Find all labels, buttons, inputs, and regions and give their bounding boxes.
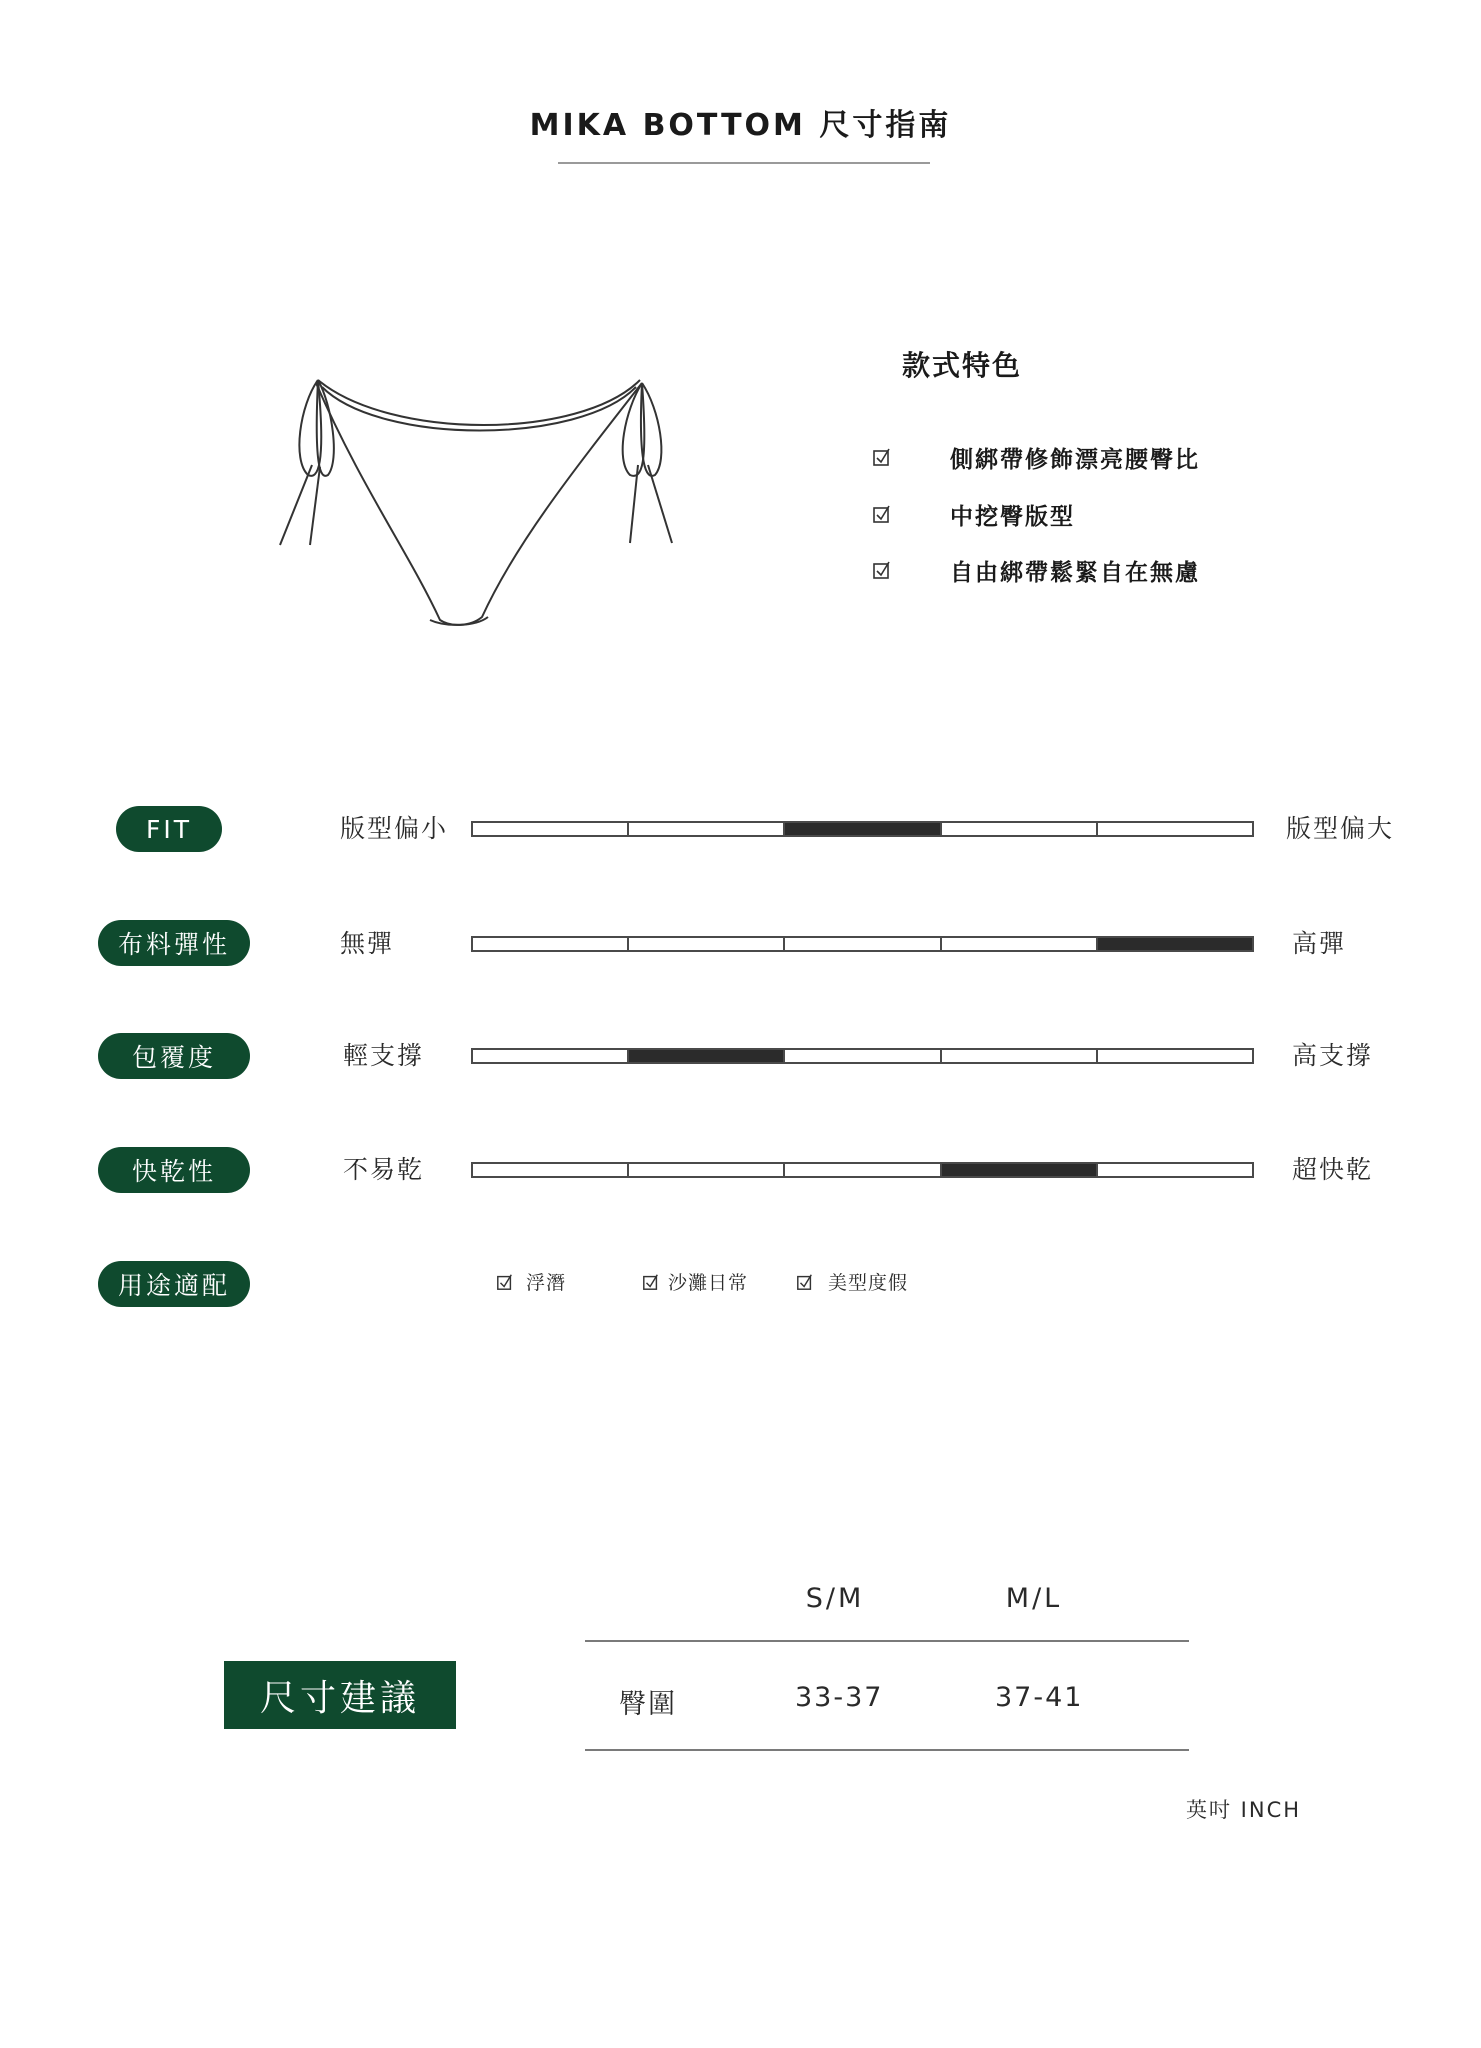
title-divider (558, 162, 930, 164)
checkbox-checked-icon (796, 1273, 814, 1291)
scale-segment (629, 823, 785, 835)
rating-scale-fit (471, 821, 1254, 837)
checkbox-checked-icon (496, 1273, 514, 1291)
size-column-header: M/L (1005, 1583, 1063, 1614)
scale-segment (942, 1050, 1098, 1062)
rating-min-label: 版型偏小 (340, 814, 449, 843)
rating-scale-quick-dry (471, 1162, 1254, 1178)
scale-segment (473, 1050, 629, 1062)
scale-segment (1098, 1050, 1252, 1062)
scale-segment (942, 823, 1098, 835)
feature-item (872, 440, 1200, 474)
checkbox-checked-icon (872, 447, 892, 467)
scale-segment (629, 1050, 785, 1062)
scale-segment (1098, 1164, 1252, 1176)
usage-item (496, 1268, 566, 1295)
scale-segment (1098, 938, 1252, 950)
size-recommendation-badge: 尺寸建議 (224, 1661, 456, 1729)
features-heading: 款式特色 (902, 349, 1023, 382)
scale-segment (785, 938, 941, 950)
feature-item (872, 553, 1200, 587)
rating-badge-fit: FIT (116, 806, 222, 852)
rating-scale-coverage (471, 1048, 1254, 1064)
table-bottom-rule (585, 1749, 1189, 1751)
rating-min-label: 輕支撐 (343, 1041, 425, 1070)
feature-label: 自由綁帶鬆緊自在無慮 (950, 559, 1200, 586)
scale-segment (942, 938, 1098, 950)
bikini-bottom-illustration (270, 365, 710, 645)
measurement-value: 37-41 (995, 1682, 1084, 1713)
feature-label: 中挖臀版型 (950, 503, 1075, 530)
scale-segment (785, 823, 941, 835)
checkbox-checked-icon (872, 504, 892, 524)
scale-segment (785, 1164, 941, 1176)
checkbox-checked-icon (872, 560, 892, 580)
scale-segment (1098, 823, 1252, 835)
rating-max-label: 高彈 (1292, 929, 1347, 958)
scale-segment (473, 1164, 629, 1176)
rating-badge-elasticity: 布料彈性 (98, 920, 250, 966)
usage-item (796, 1268, 908, 1295)
rating-badge-quick-dry: 快乾性 (98, 1147, 250, 1193)
rating-badge-coverage: 包覆度 (98, 1033, 250, 1079)
measurement-value: 33-37 (795, 1682, 884, 1713)
measurement-name: 臀圍 (619, 1689, 677, 1720)
scale-segment (785, 1050, 941, 1062)
scale-segment (473, 938, 629, 950)
rating-min-label: 無彈 (340, 929, 395, 958)
feature-item (872, 497, 1075, 531)
rating-max-label: 高支撐 (1292, 1041, 1374, 1070)
usage-label: 浮潛 (526, 1272, 567, 1294)
scale-segment (473, 823, 629, 835)
rating-max-label: 超快乾 (1292, 1155, 1374, 1184)
unit-label: 英吋 INCH (1186, 1798, 1302, 1822)
table-top-rule (585, 1640, 1189, 1642)
rating-min-label: 不易乾 (343, 1155, 425, 1184)
checkbox-checked-icon (642, 1273, 660, 1291)
usage-label: 沙灘日常 (668, 1272, 749, 1294)
page-title: MIKA BOTTOM 尺寸指南 (529, 108, 952, 143)
scale-segment (629, 1164, 785, 1176)
size-column-header: S/M (805, 1583, 865, 1614)
usage-label: 美型度假 (828, 1272, 909, 1294)
rating-scale-elasticity (471, 936, 1254, 952)
scale-segment (629, 938, 785, 950)
scale-segment (942, 1164, 1098, 1176)
usage-item (642, 1268, 748, 1295)
usage-badge: 用途適配 (98, 1261, 250, 1307)
feature-label: 側綁帶修飾漂亮腰臀比 (950, 446, 1200, 473)
rating-max-label: 版型偏大 (1286, 814, 1395, 843)
